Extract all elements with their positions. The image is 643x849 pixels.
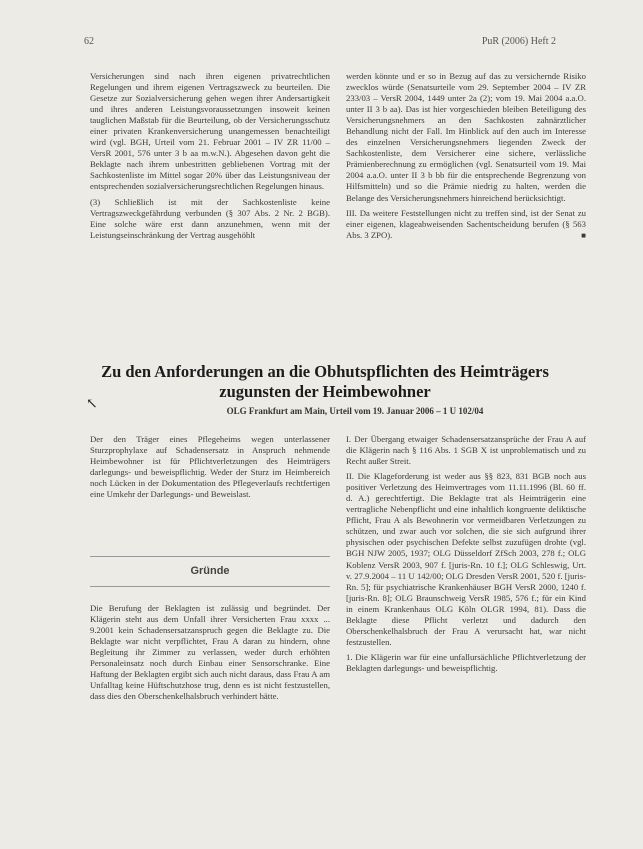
section-heading: Gründe	[190, 565, 230, 577]
court-decision-reference: OLG Frankfurt am Main, Urteil vom 19. Januar 2006 – 1 U 102/04	[226, 406, 484, 416]
top-left-column	[90, 71, 330, 245]
headnote-text: Der den Träger eines Pflegeheims wegen unterlassener Sturzprophylaxe auf Schadensersatz in Anspruch nehmende Heimbewohner ist für Pflichtverletzungen des Heimträgers darlegungs- und beweispflichtig. Weder der Sturz im Heimbereich noch Lücken in der Dokumentation des Pflegeverlaufs rechtfertigen eine Umkehr der Darlegungs- und Beweislast.	[90, 434, 330, 500]
page-header	[84, 36, 556, 52]
paragraph: 1. Die Klägerin war für eine unfallursächliche Pflichtverletzung der Beklagten darlegungs- und beweispflichtig.	[346, 651, 586, 673]
end-of-article-mark: ■	[581, 230, 586, 240]
paragraph: werden könnte und er so in Bezug auf das zu versichernde Risiko zwecklos würde (Senatsurteile vom 29. September 2004 – IV ZR 233/03 – VersR 2004, 1449 unter 2a (2); vom 19. Mai 2004 a.a.O. unter II 3 b aa). Das ist hier vorgeschieden bleiben Beteiligung des Versicherungsnehmers an den Sachkosten zahnärztlicher Behandlung nicht der Fall. Im Hinblick auf den auch im Interesse des einzelnen Versicherungsnehmers liegenden Zweck der Sachkostenliste, dem Versicherer eine sichere, verlässliche Prämienberechnung zu ermöglichen (vgl. Senatsurteil vom 19. Mai 2004 a.a.O. unter II 3 b bb für die entsprechende Begrenzung von Hilfsmitteln) und so die Prämie niedrig zu halten, werden die Belange des Versicherungsnehmers hinreichend berücksichtigt.	[346, 71, 586, 203]
section-divider-bottom	[90, 586, 330, 587]
paragraph: (3) Schließlich ist mit der Sachkostenliste keine Vertragszweckgefährdung verbunden (§ 307 Abs. 2 Nr. 2 BGB). Eine solche wäre erst dann anzunehmen, wenn mit der Leistungseinschränkung der Vertrag ausgehöhlt	[90, 196, 330, 240]
margin-mark-icon: ↖	[86, 397, 98, 412]
paragraph: Die Berufung der Beklagten ist zulässig und begründet. Der Klägerin steht aus dem Unfall ihrer Versicherten Frau xxxx ... 9.2001 kein Schadensersatzanspruch gegen die Beklagte zu. Die Beklagte war nicht verpflichtet, Frau A daran zu hindern, ohne Begleitung ihr Zimmer zu verlassen, weder durch erhöhten Personaleinsatz noch durch Einbau einer Sensorschranke. Eine Haftung der Beklagten ergibt sich auch nicht daraus, dass Frau A am Unfalltag keine Hüftschutzhose trug, denn es ist nicht festzustellen, dass dies den Oberschenkelhalsbruch verhindert hätte.	[90, 603, 330, 702]
article-title: Zu den Anforderungen an die Obhutspflichten des Heimträgers zugunsten der Heimbewohner	[101, 362, 549, 401]
bottom-left-column	[90, 603, 330, 706]
headnote	[90, 434, 330, 504]
top-right-column	[346, 71, 586, 245]
paragraph: II. Die Klageforderung ist weder aus §§ 823, 831 BGB noch aus positiver Verletzung des Heimvertrages vom 11.11.1996 (Bl. 60 ff. d. A.) gerechtfertigt. Die Beklagte trat als Heimträgerin eine vertragliche Nebenpflicht und eine inhaltlich kongruente deliktische Pflicht, Frau A als Bewohnerin vor vermeidbaren Verletzungen zu schützen, und zwar auch vor solchen, die sie sich aufgrund ihrer physischen oder psychischen Defekte selbst zuzufügen drohte (vgl. BGH NJW 2005, 1937; OLG Düsseldorf ZfSch 2003, 278 f.; OLG Koblenz VersR 2003, 907 f. [juris-Rn. 10 f.]; OLG Schleswig, Urt. v. 27.9.2004 – 11 U 142/00; OLG Dresden VersR 2001, 520 f. [juris-Rn. 5]; für psychiatrische Krankenhäuser BGH VersR 2000, 1240 f. [juris-Rn. 8]; OLG Braunschweig VersR 1985, 576 f.; für ein Kind in einem Krankenhaus OLG Köln OLGR 1994, 81). Dass die Beklagte diese Pflicht verletzt und dadurch den Oberschenkelhalsbruch der Frau A verursacht hat, war nicht festzustellen.	[346, 471, 586, 647]
journal-reference: PuR (2006) Heft 2	[481, 36, 556, 47]
section-divider-top	[90, 556, 330, 557]
page-number: 62	[84, 36, 94, 47]
paragraph: Versicherungen sind nach ihren eigenen privatrechtlichen Regelungen und ihrem eigenen Vertragszweck zu beurteilen. Die Gesetze zur Sozialversicherung gehen wegen ihrer Andersartigkeit und ihres anderen Leistungsvoraussetzungen insoweit keinen tauglichen Maßstab für die Beurteilung, ob der Versicherungsschutz einer privaten Krankenversicherung unangemessen benachteiligt wird (vgl. BGH, Urteil vom 21. Februar 2001 – IV ZR 11/00 – VersR 2001, 576 unter 3 b aa m.w.N.). Abgesehen davon geht die Beklagte nach ihrem unbestritten gebliebenen Vortrag mit der Sachkostenliste im Mittel sogar 20% über das Leistungsniveau der entsprechenden sozialversicherungsrechtlichen Regelungen hinaus.	[90, 71, 330, 192]
bottom-right-column	[346, 434, 586, 678]
paragraph	[346, 208, 586, 241]
paragraph-text: III. Da weitere Feststellungen nicht zu treffen sind, ist der Senat zu einer eigenen, klageabweisenden Sachentscheidung berufen (§ 563 Abs. 3 ZPO).	[346, 207, 586, 240]
paragraph: I. Der Übergang etwaiger Schadensersatzansprüche der Frau A auf die Klägerin nach § 116 Abs. 1 SGB X ist unproblematisch und zu Recht außer Streit.	[346, 434, 586, 467]
